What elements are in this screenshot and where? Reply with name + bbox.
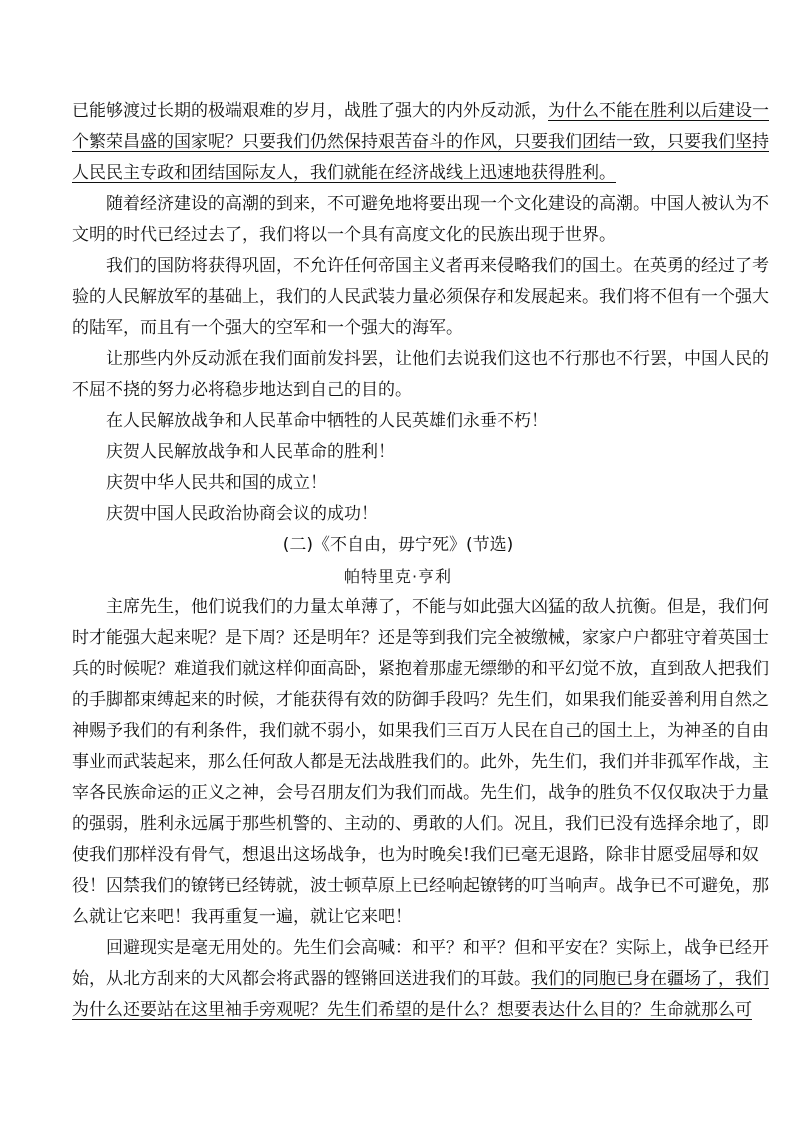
text-line: 验的人民解放军的基础上，我们的人民武装力量必须保存和发展起来。我们将不但有一个强大 xyxy=(72,287,769,307)
text-line xyxy=(72,158,724,189)
text-line: 文明的时代已经过去了，我们将以一个具有高度文化的民族出现于世界。 xyxy=(72,225,616,245)
text-line: 主席先生，他们说我们的力量太单薄了，不能与如此强大凶猛的敌人抗衡。但是，我们何 xyxy=(106,597,769,617)
text-line: 让那些内外反动派在我们面前发抖罢，让他们去说我们这也不行那也不行罢，中国人民的 xyxy=(106,349,769,369)
text-line: 随着经济建设的高潮的到来，不可避免地将要出现一个文化建设的高潮。中国人被认为不 xyxy=(106,194,769,214)
text-line: 宰各民族命运的正义之神，会号召朋友们为我们而战。先生们，战争的胜负不仅仅取决于力量 xyxy=(72,783,769,803)
text-line: 时才能强大起来呢？是下周？还是明年？还是等到我们完全被缴械，家家户户都驻守着英国士 xyxy=(72,628,769,648)
text-line xyxy=(72,96,769,127)
slogan-line: 在人民解放战争和人民革命中牺牲的人民英雄们永垂不朽！ xyxy=(106,411,548,431)
text-segment: 已能够渡过长期的极端艰难的岁月，战胜了强大的内外反动派， xyxy=(72,101,548,121)
document-page xyxy=(72,96,769,1026)
text-segment: 始，从北方刮来的大风都会将武器的铿锵回送进我们的耳鼓。 xyxy=(72,969,531,989)
text-line: 的陆军，而且有一个强大的空军和一个强大的海军。 xyxy=(72,318,463,338)
text-line xyxy=(72,127,769,158)
underlined-text: 个繁荣昌盛的国家呢？只要我们仍然保持艰苦奋斗的作风，只要我们团结一致，只要我们坚持 xyxy=(72,132,769,152)
text-line xyxy=(72,995,752,1026)
slogan-line: 庆贺人民解放战争和人民革命的胜利！ xyxy=(106,442,395,462)
text-line: 么就让它来吧！我再重复一遍，就让它来吧！ xyxy=(72,907,412,927)
text-line: 的手脚都束缚起来的时候，才能获得有效的防御手段吗？先生们，如果我们能妥善利用自然之 xyxy=(72,690,769,710)
underlined-text: 为什么还要站在这里袖手旁观呢？先生们希望的是什么？想要表达什么目的？生命就那么可 xyxy=(72,1000,752,1020)
text-line: 使我们那样没有骨气，想退出这场战争，也为时晚矣!我们已毫无退路，除非甘愿受屈辱和奴 xyxy=(72,845,759,865)
text-line xyxy=(72,964,769,995)
text-line: 不屈不挠的努力必将稳步地达到自己的目的。 xyxy=(72,380,412,400)
slogan-line: 庆贺中国人民政治协商会议的成功！ xyxy=(106,504,378,524)
text-line: 的强弱，胜利永远属于那些机警的、主动的、勇敢的人们。况且，我们已没有选择余地了，即 xyxy=(72,814,769,834)
underlined-text: 为什么不能在胜利以后建设一 xyxy=(548,101,769,121)
text-line: 回避现实是毫无用处的。先生们会高喊：和平？和平？但和平安在？实际上，战争已经开 xyxy=(106,938,769,958)
text-line: 我们的国防将获得巩固，不允许任何帝国主义者再来侵略我们的国土。在英勇的经过了考 xyxy=(106,256,769,276)
slogan-line: 庆贺中华人民共和国的成立！ xyxy=(106,473,327,493)
text-line: 兵的时候呢？难道我们就这样仰面高卧，紧抱着那虚无缥缈的和平幻觉不放，直到敌人把我们 xyxy=(72,659,769,679)
text-line: 役！囚禁我们的镣铐已经铸就，波士顿草原上已经响起镣铐的叮当响声。战争已不可避免，那 xyxy=(72,876,769,896)
underlined-text: 人民民主专政和团结国际友人，我们就能在经济战线上迅速地获得胜利。 xyxy=(72,163,616,183)
text-line: 事业而武装起来，那么任何敌人都是无法战胜我们的。此外，先生们，我们并非孤军作战，主 xyxy=(72,752,769,772)
author-name: 帕特里克·亨利 xyxy=(343,567,453,586)
section-heading: (二)《不自由，毋宁死》(节选) xyxy=(282,535,514,555)
underlined-text: 我们的同胞已身在疆场了，我们 xyxy=(531,969,769,989)
text-line: 神赐予我们的有利条件，我们就不弱小，如果我们三百万人民在自己的国土上，为神圣的自由 xyxy=(72,721,769,741)
